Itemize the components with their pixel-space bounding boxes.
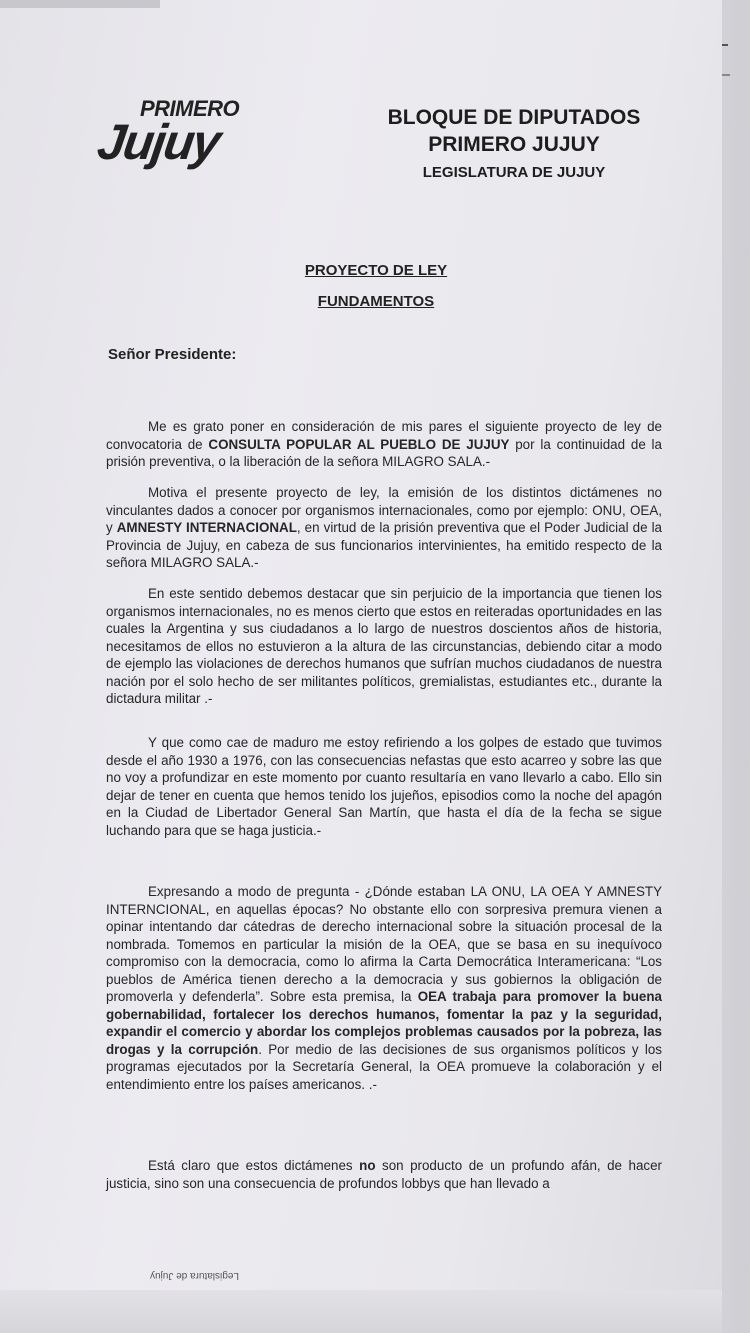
- title-proyecto-de-ley: PROYECTO DE LEY: [304, 262, 448, 279]
- paragraph-3: En este sentido debemos destacar que sin perjuicio de la importancia que tienen los organismos internacionales, no es menos cierto que estos en reiteradas oportunidades en las cuales la Argentina y sus ciudadanos a lo largo de nuestros doscientos años de historia, necesitamos de ellos no estuvieron a la altura de las circunstancias, debiendo citar a modo de ejemplo las violaciones de derechos humanos que sufrían muchos ciudadanos de nuestra nación por el solo hecho de ser militantes políticos, gremialistas, estudiantes etc., durante la dictadura militar .-: [106, 586, 662, 706]
- p5-text-a: Expresando a modo de pregunta - ¿Dónde estaban LA ONU, LA OEA Y AMNESTY INTERNCIONAL, en aquellas épocas? No obstante ello con sorpresiva premura vienen a opinar intentando dar cátedras de derecho internacional sobre la situación procesal de la nombrada. Tomemos en particular la misión de la OEA, que se basa en su inequívoco compromiso con la democracia, como lo afirma la Carta Democrática Interamericana: “Los pueblos de América tienen derecho a la democracia y sus gobiernos la obligación de promoverla y defenderla”. Sobre esta premisa, la: [106, 884, 662, 1004]
- paragraph-1: [106, 418, 662, 471]
- paragraph-4: Y que como cae de maduro me estoy refiriendo a los golpes de estado que tuvimos desde el año 1930 a 1976, con las consecuencias nefastas que esto acarreo y sobre las que no voy a profundizar en este momento por cuanto resultaría en vano llevarlo a cabo. Ello sin dejar de tener en cuenta que hemos tenido los jujeños, episodios como la noche del apagón en la Ciudad de Libertador General San Martín, que hasta el día de la fecha se sigue luchando para que se haga justicia.-: [106, 735, 662, 838]
- logo-main-text: Jujuy: [94, 114, 223, 170]
- header-primero-jujuy: PRIMERO JUJUY: [428, 133, 600, 156]
- logo-top-text: PRIMERO: [140, 96, 240, 121]
- p2-bold: AMNESTY INTERNACIONAL: [116, 520, 297, 535]
- p6-text-a: Está claro que estos dictámenes: [148, 1158, 360, 1173]
- p6-text-c: son producto de un profundo afán, de hacer justicia, sino son una consecuencia de profundos lobbys que han llevado a: [106, 1158, 663, 1191]
- footer-legislatura: Legislatura de Jujuy: [150, 1270, 239, 1281]
- header-bloque: BLOQUE DE DIPUTADOS: [387, 106, 641, 129]
- p5-bold: OEA trabaja para promover la buena gobernabilidad, fortalecer los derechos humanos, fomentar la paz y la seguridad, expandir el comercio y abordar los complejos problemas causados por la pobreza, las drogas y la corrupción: [106, 989, 662, 1057]
- salutation: Señor Presidente:: [108, 346, 237, 363]
- title-fundamentos: FUNDAMENTOS: [317, 293, 435, 310]
- primero-jujuy-logo: [94, 96, 268, 170]
- bottom-edge: [0, 1290, 722, 1333]
- p1-text-c: por la continuidad de la prisión preventiva, o la liberación de la señora MILAGRO SALA.-: [106, 436, 662, 469]
- p1-text-a: Me es grato poner en consideración de mis pares el siguiente proyecto de ley de convocatoria de: [106, 419, 662, 452]
- header-legislatura: LEGISLATURA DE JUJUY: [422, 164, 606, 181]
- p2-text-a: Motiva el presente proyecto de ley, la emisión de los distintos dictámenes no vinculantes dados a conocer por organismos internacionales, como por ejemplo: ONU, OEA, y: [106, 485, 662, 535]
- paragraph-2: [106, 484, 662, 572]
- p5-text-c: . Por medio de las decisiones de sus organismos políticos y los programas ejecutados por la Secretaría General, la OEA promueve la colaboración y el entendimiento entre los países americanos. .-: [106, 1041, 662, 1092]
- p6-bold: no: [359, 1158, 376, 1173]
- top-edge: [0, 0, 160, 8]
- paragraph-5: [106, 883, 662, 1093]
- p2-text-c: , en virtud de la prisión preventiva que el Poder Judicial de la Provincia de Jujuy, en cabeza de sus funcionarios intervinientes, ha emitido respecto de la señora MILAGRO SALA.-: [106, 520, 662, 570]
- p1-bold: CONSULTA POPULAR AL PUEBLO DE JUJUY: [208, 436, 510, 452]
- paragraph-6: [106, 1157, 662, 1192]
